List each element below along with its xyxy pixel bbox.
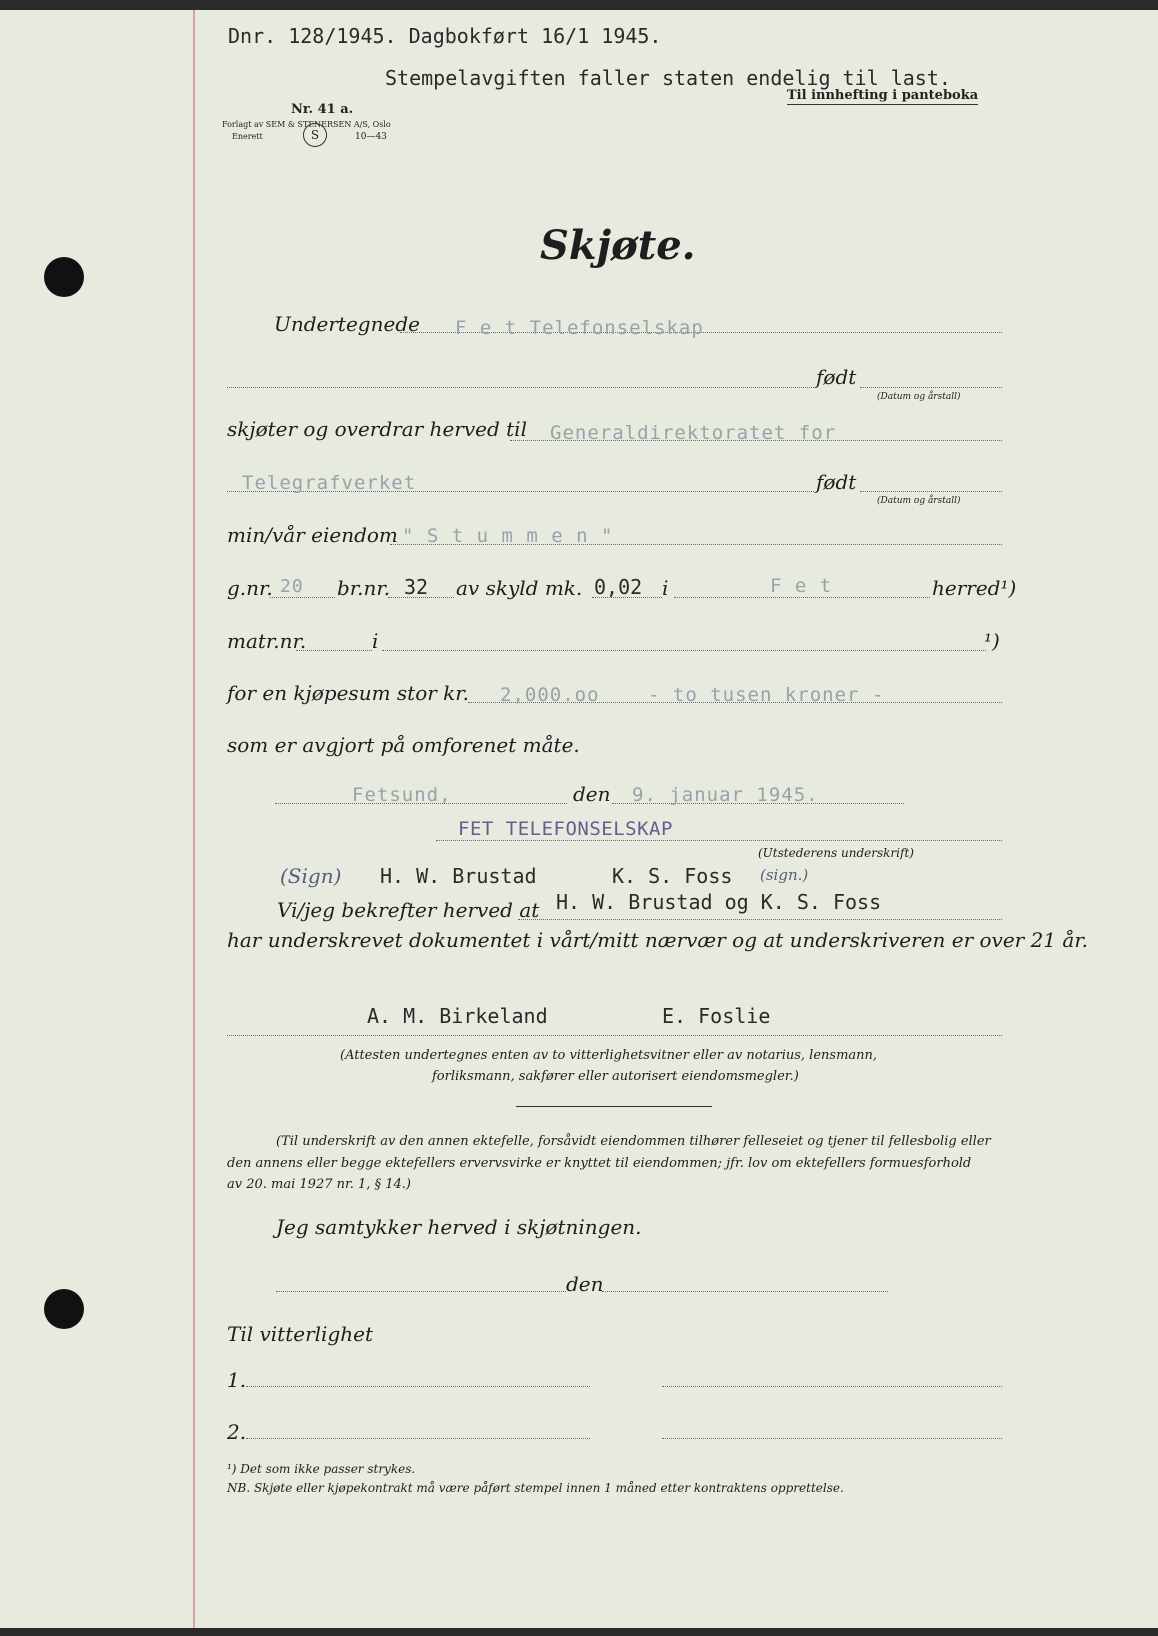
bekrefter-value: H. W. Brustad og K. S. Foss: [556, 890, 882, 914]
samtykke-text: Jeg samtykker herved i skjøtningen.: [276, 1215, 642, 1239]
sign-suffix: (sign.): [760, 866, 809, 884]
seller-fodt-line: [860, 387, 1002, 388]
vitterlighet-label: Til vitterlighet: [227, 1322, 374, 1346]
seller-datum-hint: (Datum og årstall): [877, 392, 961, 402]
spouse-note-1: (Til underskrift av den annen ektefelle, forsåvidt eiendommen tilhører felleseiet og tjener til fellesbolig eller: [276, 1134, 991, 1149]
spouse-den-label: den: [566, 1272, 604, 1296]
property-name: " S t u m m e n ": [402, 525, 614, 547]
vitterlighet-line-2a: [246, 1438, 590, 1439]
form-number: Nr. 41 a.: [291, 102, 354, 117]
document-page: [0, 10, 1158, 1628]
vitterlighet-line-1a: [246, 1386, 590, 1387]
gnr-line: [270, 597, 335, 598]
seller-line-2: [227, 387, 814, 388]
underskrevet-text: har underskrevet dokumentet i vårt/mitt nærvær og at underskriveren er over 21 år.: [227, 928, 1089, 952]
stamp-duty-line: Stempelavgiften faller staten endelig til last.: [385, 66, 951, 90]
publisher-code: 10—43: [355, 132, 387, 142]
matr-footnote-mark: ¹): [984, 629, 1000, 653]
brnr-value: 32: [404, 575, 429, 599]
bekrefter-line: [518, 919, 1002, 920]
publisher-logo: S: [303, 123, 327, 147]
skyld-i-label: i: [662, 576, 669, 600]
signer-1: H. W. Brustad: [380, 864, 537, 888]
skyld-value: 0,02: [594, 575, 643, 599]
witness-line: [227, 1035, 1002, 1036]
utsteder-hint: (Utstederens underskrift): [758, 846, 914, 860]
publisher-enerett: Enerett: [232, 132, 263, 141]
vitterlighet-line-2b: [662, 1438, 1002, 1439]
kjopesum-label: for en kjøpesum stor kr.: [227, 681, 470, 705]
margin-line: [193, 10, 195, 1628]
skyld-label: av skyld mk.: [456, 576, 583, 600]
herred-value: F e t: [770, 575, 833, 597]
gnr-label: g.nr.: [227, 576, 273, 600]
company-stamp: FET TELEFONSELSKAP: [458, 818, 673, 840]
attest-note-2: forliksmann, sakfører eller autorisert eiendomsmegler.): [432, 1069, 799, 1084]
footnote-1: ¹) Det som ikke passer strykes.: [227, 1462, 416, 1476]
publisher-line: Forlagt av SEM & STENERSEN A/S, Oslo: [222, 120, 391, 129]
punch-hole-bottom: [44, 1289, 84, 1329]
bekrefter-label: Vi/jeg bekrefter herved at: [277, 898, 540, 922]
matr-i-label: i: [372, 629, 379, 653]
spouse-note-3: av 20. mai 1927 nr. 1, § 14.): [227, 1177, 411, 1192]
avgjort-text: som er avgjort på omforenet måte.: [227, 733, 580, 757]
buyer-name-1: Generaldirektoratet for: [550, 422, 837, 444]
date-den-label: den: [573, 782, 611, 806]
herred-label: herred¹): [932, 576, 1017, 600]
til-innhefting-label: Til innhefting i panteboka: [787, 88, 979, 103]
gnr-value: 20: [280, 576, 304, 597]
buyer-datum-hint: (Datum og årstall): [877, 496, 961, 506]
spouse-place-line: [276, 1291, 566, 1292]
seller-fodt-label: født: [816, 365, 857, 389]
buyer-fodt-line: [860, 491, 1002, 492]
kjopesum-words: - to tusen kroner -: [648, 684, 885, 706]
herred-line: [674, 597, 930, 598]
matr-label: matr.nr.: [227, 629, 307, 653]
skjoter-label: skjøter og overdrar herved til: [227, 417, 527, 441]
brnr-label: br.nr.: [337, 576, 391, 600]
registration-line: Dnr. 128/1945. Dagbokført 16/1 1945.: [228, 24, 662, 48]
punch-hole-top: [44, 257, 84, 297]
buyer-fodt-label: født: [816, 470, 857, 494]
place-value: Fetsund,: [352, 784, 452, 806]
spouse-date-line: [602, 1291, 888, 1292]
spouse-note-2: den annens eller begge ektefellers ervervsvirke er knyttet til eiendommen; jfr. lov om ektefellers formuesforhold: [227, 1156, 972, 1171]
footnote-nb: NB. Skjøte eller kjøpekontrakt må være påført stempel innen 1 måned etter kontraktens opprettelse.: [227, 1481, 844, 1495]
kjopesum-value: 2,000.oo: [500, 684, 600, 706]
page-title: Skjøte.: [540, 222, 696, 269]
buyer-name-2: Telegrafverket: [242, 472, 417, 494]
vitterlighet-item-2: 2.: [227, 1420, 247, 1444]
attest-note-1: (Attesten undertegnes enten av to vitterlighetsvitner eller av notarius, lensmann,: [340, 1048, 878, 1063]
witness-2: E. Foslie: [662, 1004, 771, 1028]
vitterlighet-item-1: 1.: [227, 1368, 247, 1392]
section-divider: [516, 1106, 712, 1107]
undertegnede-label: Undertegnede: [274, 312, 420, 336]
seller-name: F e t Telefonselskap: [455, 317, 704, 339]
eiendom-label: min/vår eiendom: [227, 523, 398, 547]
matr-line: [296, 650, 372, 651]
utsteder-line: [436, 840, 1002, 841]
witness-1: A. M. Birkeland: [367, 1004, 548, 1028]
signer-2: K. S. Foss: [612, 864, 733, 888]
vitterlighet-line-1b: [662, 1386, 1002, 1387]
matr-i-line: [382, 650, 986, 651]
sign-prefix: (Sign): [280, 864, 342, 888]
date-value: 9. januar 1945.: [632, 784, 819, 806]
